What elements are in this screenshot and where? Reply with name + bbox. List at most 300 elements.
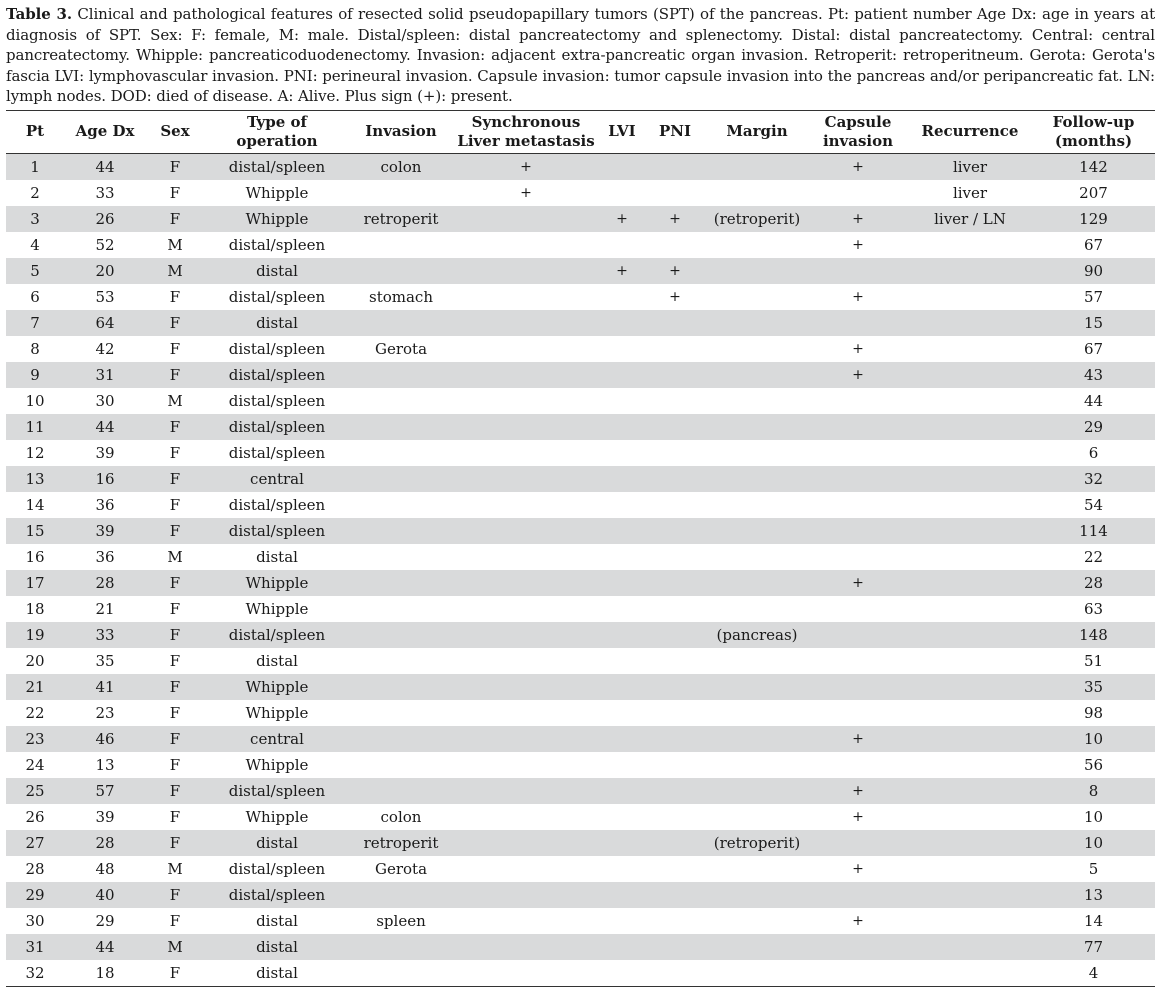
table-row bbox=[6, 622, 1155, 648]
table-cell bbox=[350, 882, 452, 908]
table-cell: F bbox=[169, 651, 181, 670]
table-cell bbox=[908, 310, 1032, 336]
table-cell bbox=[706, 336, 808, 362]
table-cell: Whipple bbox=[245, 755, 309, 774]
table-cell bbox=[706, 596, 808, 622]
table-cell: 28 bbox=[25, 859, 45, 878]
table-cell bbox=[908, 830, 1032, 856]
table-cell: F bbox=[169, 443, 181, 462]
table-cell: + bbox=[808, 206, 908, 232]
table-cell: 44 bbox=[64, 934, 146, 960]
table-cell: 16 bbox=[25, 547, 45, 566]
table-cell: 31 bbox=[64, 362, 146, 388]
table-cell bbox=[908, 778, 1032, 804]
table-cell bbox=[600, 726, 644, 752]
column-header bbox=[706, 110, 808, 153]
column-header-text: Margin bbox=[726, 122, 788, 140]
table-cell: F bbox=[146, 414, 204, 440]
table-cell bbox=[706, 180, 808, 206]
column-header-text: Sex bbox=[160, 122, 190, 140]
table-cell bbox=[644, 362, 706, 388]
table-cell bbox=[908, 648, 1032, 674]
table-cell bbox=[706, 153, 808, 180]
table-body bbox=[6, 153, 1155, 986]
table-cell: distal/spleen bbox=[204, 518, 350, 544]
table-cell bbox=[600, 674, 644, 700]
table-cell: 19 bbox=[6, 622, 64, 648]
table-cell bbox=[600, 700, 644, 726]
table-cell bbox=[808, 960, 908, 987]
table-cell: Whipple bbox=[204, 674, 350, 700]
table-cell: F bbox=[146, 310, 204, 336]
table-row bbox=[6, 700, 1155, 726]
table-cell bbox=[808, 674, 908, 700]
table-cell: distal/spleen bbox=[204, 414, 350, 440]
table-cell: stomach bbox=[369, 287, 433, 306]
table-row bbox=[6, 830, 1155, 856]
table-cell: distal bbox=[256, 651, 298, 670]
table-cell: 14 bbox=[25, 495, 45, 514]
table-row bbox=[6, 752, 1155, 778]
table-cell bbox=[706, 492, 808, 518]
table-cell: 51 bbox=[1083, 651, 1104, 670]
table-cell: 36 bbox=[95, 495, 115, 514]
table-cell bbox=[350, 310, 452, 336]
table-cell bbox=[644, 466, 706, 492]
table-cell: 30 bbox=[95, 391, 115, 410]
table-cell bbox=[908, 908, 1032, 934]
table-cell: Gerota bbox=[374, 339, 428, 358]
table-cell: 4 bbox=[30, 235, 40, 254]
table-cell bbox=[706, 466, 808, 492]
table-cell bbox=[908, 674, 1032, 700]
table-cell bbox=[600, 414, 644, 440]
table-cell bbox=[808, 648, 908, 674]
table-cell: 207 bbox=[1079, 183, 1108, 202]
table-cell: 8 bbox=[30, 339, 40, 358]
table-cell bbox=[452, 596, 600, 622]
table-cell bbox=[706, 440, 808, 466]
table-cell: 26 bbox=[64, 206, 146, 232]
column-header bbox=[1032, 110, 1155, 153]
table-cell: F bbox=[146, 778, 204, 804]
table-cell: 16 bbox=[64, 466, 146, 492]
table-cell: 52 bbox=[95, 235, 115, 254]
table-row bbox=[6, 362, 1155, 388]
table-cell: 29 bbox=[1032, 414, 1155, 440]
table-cell: F bbox=[169, 183, 181, 202]
table-cell bbox=[908, 232, 1032, 258]
table-cell bbox=[350, 232, 452, 258]
table-cell: + bbox=[452, 153, 600, 180]
table-cell bbox=[908, 440, 1032, 466]
table-cell: Whipple bbox=[245, 183, 309, 202]
table-cell: 20 bbox=[25, 651, 45, 670]
table-cell bbox=[908, 414, 1032, 440]
table-cell: 57 bbox=[64, 778, 146, 804]
table-cell: distal bbox=[204, 830, 350, 856]
table-cell: + bbox=[808, 726, 908, 752]
table-cell: M bbox=[167, 547, 183, 566]
column-header-text: Pt bbox=[25, 122, 45, 140]
table-row bbox=[6, 804, 1155, 830]
column-header bbox=[146, 110, 204, 153]
table-cell bbox=[808, 596, 908, 622]
table-cell bbox=[808, 180, 908, 206]
table-cell: liver / LN bbox=[908, 206, 1032, 232]
table-cell bbox=[706, 908, 808, 934]
table-row bbox=[6, 570, 1155, 596]
caption-text: Clinical and pathological features of resected solid pseudopapillary tumors (SPT) of the pancreas. Pt: patient number Age Dx: age in years at diagnosis of SPT. Sex: F: female, M: male. Distal/spleen: distal pancreatectomy and splenectomy. Distal: distal pancreatectomy. Central: central pancreatectomy. Whipple: pancreaticoduodenectomy. Invasion: adjacent extra-pancreatic organ invasion. Retroperit: retroperitneum. Gerota: Gerota's fascia LVI: lymphovascular invasion. PNI: perineural invasion. Capsule invasion: tumor capsule invasion into the pancreas and/or peripancreatic fat. LN: lymph nodes. DOD: died of disease. A: Alive. Plus sign (+): present. bbox=[6, 5, 1155, 105]
table-cell: F bbox=[146, 206, 204, 232]
table-cell bbox=[452, 466, 600, 492]
table-cell bbox=[644, 622, 706, 648]
table-cell: + bbox=[808, 362, 908, 388]
table-cell: 9 bbox=[6, 362, 64, 388]
table-cell bbox=[452, 232, 600, 258]
column-header-text: Capsule bbox=[824, 112, 892, 131]
table-cell bbox=[706, 674, 808, 700]
table-cell: 15 bbox=[1032, 310, 1155, 336]
table-cell bbox=[452, 700, 600, 726]
table-cell bbox=[706, 310, 808, 336]
table-cell bbox=[644, 830, 706, 856]
table-row bbox=[6, 518, 1155, 544]
table-row bbox=[6, 180, 1155, 206]
table-cell bbox=[706, 882, 808, 908]
table-cell: F bbox=[169, 807, 181, 826]
table-cell: 10 bbox=[1032, 726, 1155, 752]
table-cell: 28 bbox=[64, 830, 146, 856]
table-cell bbox=[350, 596, 452, 622]
table-cell bbox=[600, 544, 644, 570]
table-cell bbox=[644, 544, 706, 570]
table-cell bbox=[644, 492, 706, 518]
table-cell: 32 bbox=[6, 960, 64, 987]
table-cell: distal/spleen bbox=[228, 859, 326, 878]
table-cell bbox=[350, 492, 452, 518]
table-cell bbox=[644, 570, 706, 596]
table-row bbox=[6, 440, 1155, 466]
table-cell: F bbox=[169, 703, 181, 722]
table-cell bbox=[600, 804, 644, 830]
table-cell bbox=[808, 544, 908, 570]
column-header-text: Recurrence bbox=[921, 122, 1019, 140]
table-cell bbox=[452, 362, 600, 388]
table-cell bbox=[350, 674, 452, 700]
table-cell bbox=[600, 960, 644, 987]
table-cell bbox=[350, 960, 452, 987]
table-cell bbox=[908, 882, 1032, 908]
table-cell bbox=[808, 882, 908, 908]
table-cell bbox=[908, 284, 1032, 310]
table-cell bbox=[908, 336, 1032, 362]
table-cell: M bbox=[146, 934, 204, 960]
table-cell: colon bbox=[380, 807, 422, 826]
column-header bbox=[908, 110, 1032, 153]
table-cell bbox=[600, 622, 644, 648]
table-cell: 67 bbox=[1083, 339, 1104, 358]
table-cell bbox=[908, 960, 1032, 987]
table-cell: 15 bbox=[6, 518, 64, 544]
table-cell bbox=[908, 466, 1032, 492]
table-row bbox=[6, 232, 1155, 258]
table-cell bbox=[452, 726, 600, 752]
table-cell: 148 bbox=[1032, 622, 1155, 648]
table-cell: distal bbox=[256, 547, 298, 566]
table-cell bbox=[808, 258, 908, 284]
table-cell: 14 bbox=[1083, 911, 1104, 930]
table-cell: 77 bbox=[1032, 934, 1155, 960]
table-cell: 11 bbox=[6, 414, 64, 440]
table-cell: 44 bbox=[64, 153, 146, 180]
table-cell: 21 bbox=[6, 674, 64, 700]
table-cell: 30 bbox=[25, 911, 45, 930]
table-cell: F bbox=[146, 153, 204, 180]
table-cell bbox=[350, 778, 452, 804]
table-cell: + bbox=[600, 206, 644, 232]
table-cell bbox=[644, 414, 706, 440]
column-header-text: Invasion bbox=[365, 122, 437, 140]
table-cell: 1 bbox=[6, 153, 64, 180]
table-cell: F bbox=[169, 287, 181, 306]
table-cell: 39 bbox=[95, 443, 115, 462]
table-cell bbox=[808, 388, 908, 414]
table-cell bbox=[644, 310, 706, 336]
table-cell: F bbox=[146, 830, 204, 856]
table-cell: Gerota bbox=[374, 859, 428, 878]
table-cell bbox=[452, 284, 600, 310]
table-cell bbox=[644, 778, 706, 804]
table-cell: F bbox=[146, 362, 204, 388]
table-cell bbox=[600, 153, 644, 180]
table-cell bbox=[808, 622, 908, 648]
table-cell: 42 bbox=[95, 339, 115, 358]
table-cell bbox=[706, 648, 808, 674]
table-cell bbox=[350, 518, 452, 544]
table-cell: + bbox=[852, 912, 864, 929]
table-cell: 6 bbox=[1088, 443, 1099, 462]
table-cell: distal bbox=[204, 310, 350, 336]
table-row bbox=[6, 960, 1155, 987]
table-row bbox=[6, 726, 1155, 752]
table-row bbox=[6, 310, 1155, 336]
table-cell: 44 bbox=[64, 414, 146, 440]
table-cell: distal bbox=[256, 911, 298, 930]
table-cell: 5 bbox=[1088, 859, 1099, 878]
table-cell: 3 bbox=[6, 206, 64, 232]
table-cell: 64 bbox=[64, 310, 146, 336]
table-cell: 13 bbox=[95, 755, 115, 774]
table-cell: distal/spleen bbox=[204, 622, 350, 648]
table-cell: 129 bbox=[1032, 206, 1155, 232]
table-cell bbox=[600, 856, 644, 882]
column-header-text: Type of bbox=[247, 112, 307, 131]
table-cell: 48 bbox=[95, 859, 115, 878]
table-cell bbox=[808, 830, 908, 856]
table-cell bbox=[706, 960, 808, 987]
table-cell bbox=[808, 466, 908, 492]
table-cell: (retroperit) bbox=[706, 830, 808, 856]
table-cell bbox=[452, 440, 600, 466]
table-cell bbox=[350, 440, 452, 466]
table-cell bbox=[452, 830, 600, 856]
table-cell: F bbox=[146, 960, 204, 987]
table-cell bbox=[600, 232, 644, 258]
table-cell: F bbox=[146, 570, 204, 596]
table-row bbox=[6, 492, 1155, 518]
table-row bbox=[6, 414, 1155, 440]
table-caption bbox=[6, 4, 1155, 107]
table-cell bbox=[706, 804, 808, 830]
table-cell bbox=[452, 544, 600, 570]
table-cell: 53 bbox=[95, 287, 115, 306]
table-cell: F bbox=[146, 518, 204, 544]
table-cell: + bbox=[852, 340, 864, 357]
table-row bbox=[6, 882, 1155, 908]
table-cell bbox=[452, 336, 600, 362]
table-cell: M bbox=[167, 859, 183, 878]
table-cell: 22 bbox=[25, 703, 45, 722]
table-cell: + bbox=[852, 236, 864, 253]
table-cell bbox=[350, 414, 452, 440]
table-cell: 63 bbox=[1083, 599, 1104, 618]
table-cell bbox=[706, 934, 808, 960]
table-cell: Whipple bbox=[245, 807, 309, 826]
table-cell: 23 bbox=[95, 703, 115, 722]
table-cell: distal/spleen bbox=[204, 362, 350, 388]
table-cell bbox=[350, 180, 452, 206]
table-row bbox=[6, 934, 1155, 960]
table-cell bbox=[706, 752, 808, 778]
column-header-text: Follow-up bbox=[1052, 112, 1135, 131]
table-cell: 27 bbox=[6, 830, 64, 856]
table-cell: (pancreas) bbox=[706, 622, 808, 648]
table-cell bbox=[600, 570, 644, 596]
table-cell bbox=[600, 752, 644, 778]
table-cell bbox=[644, 856, 706, 882]
table-label: Table 3. bbox=[6, 5, 72, 23]
table-cell: 90 bbox=[1032, 258, 1155, 284]
table-cell: 17 bbox=[6, 570, 64, 596]
column-header-text: Age Dx bbox=[75, 122, 135, 140]
table-cell bbox=[452, 752, 600, 778]
table-cell bbox=[908, 570, 1032, 596]
table-cell: (retroperit) bbox=[706, 206, 808, 232]
table-cell: retroperit bbox=[350, 830, 452, 856]
column-header bbox=[808, 110, 908, 153]
table-cell bbox=[452, 778, 600, 804]
table-cell bbox=[600, 284, 644, 310]
table-cell bbox=[600, 648, 644, 674]
table-cell bbox=[452, 206, 600, 232]
table-cell bbox=[452, 310, 600, 336]
table-cell: 54 bbox=[1083, 495, 1104, 514]
table-cell bbox=[600, 492, 644, 518]
table-cell: distal/spleen bbox=[228, 495, 326, 514]
table-cell: + bbox=[644, 206, 706, 232]
table-cell bbox=[452, 518, 600, 544]
table-cell: + bbox=[852, 860, 864, 877]
table-cell: distal/spleen bbox=[228, 443, 326, 462]
table-cell: liver bbox=[908, 153, 1032, 180]
table-cell bbox=[706, 544, 808, 570]
table-cell bbox=[644, 180, 706, 206]
table-cell bbox=[350, 934, 452, 960]
table-cell: F bbox=[146, 882, 204, 908]
table-cell bbox=[452, 258, 600, 284]
features-table bbox=[6, 110, 1155, 987]
table-cell bbox=[808, 414, 908, 440]
table-cell bbox=[706, 414, 808, 440]
table-cell bbox=[808, 310, 908, 336]
table-cell bbox=[644, 153, 706, 180]
table-cell bbox=[600, 934, 644, 960]
table-cell: F bbox=[146, 466, 204, 492]
table-cell: 28 bbox=[64, 570, 146, 596]
table-cell: 39 bbox=[95, 807, 115, 826]
table-cell bbox=[350, 466, 452, 492]
table-cell bbox=[644, 882, 706, 908]
table-cell bbox=[644, 232, 706, 258]
table-cell bbox=[808, 934, 908, 960]
table-cell bbox=[808, 492, 908, 518]
table-cell: 35 bbox=[1032, 674, 1155, 700]
table-cell bbox=[706, 856, 808, 882]
table-cell: F bbox=[169, 755, 181, 774]
table-cell bbox=[644, 596, 706, 622]
table-cell bbox=[452, 960, 600, 987]
table-cell: distal bbox=[204, 960, 350, 987]
table-row bbox=[6, 856, 1155, 882]
table-cell: M bbox=[167, 391, 183, 410]
table-cell: 142 bbox=[1032, 153, 1155, 180]
table-cell: distal bbox=[204, 934, 350, 960]
table-cell: 41 bbox=[64, 674, 146, 700]
table-cell bbox=[644, 440, 706, 466]
table-cell bbox=[452, 934, 600, 960]
table-cell: 25 bbox=[6, 778, 64, 804]
table-cell: F bbox=[169, 599, 181, 618]
table-row bbox=[6, 544, 1155, 570]
table-cell: + bbox=[808, 153, 908, 180]
table-cell: 13 bbox=[6, 466, 64, 492]
table-cell: 7 bbox=[6, 310, 64, 336]
column-header bbox=[204, 110, 350, 153]
table-cell: M bbox=[167, 235, 183, 254]
table-cell: + bbox=[669, 288, 681, 305]
table-cell bbox=[350, 258, 452, 284]
table-cell: distal/spleen bbox=[228, 391, 326, 410]
table-cell: Whipple bbox=[245, 599, 309, 618]
table-cell bbox=[600, 336, 644, 362]
table-row bbox=[6, 778, 1155, 804]
table-cell: 31 bbox=[6, 934, 64, 960]
table-row bbox=[6, 596, 1155, 622]
table-row bbox=[6, 284, 1155, 310]
table-cell: distal/spleen bbox=[228, 339, 326, 358]
table-cell: F bbox=[146, 726, 204, 752]
table-row bbox=[6, 258, 1155, 284]
table-cell bbox=[706, 700, 808, 726]
table-cell bbox=[452, 570, 600, 596]
table-cell bbox=[644, 908, 706, 934]
column-header bbox=[350, 110, 452, 153]
table-cell bbox=[808, 518, 908, 544]
column-header-text: PNI bbox=[658, 122, 691, 140]
header-row bbox=[6, 110, 1155, 153]
table-cell bbox=[600, 908, 644, 934]
